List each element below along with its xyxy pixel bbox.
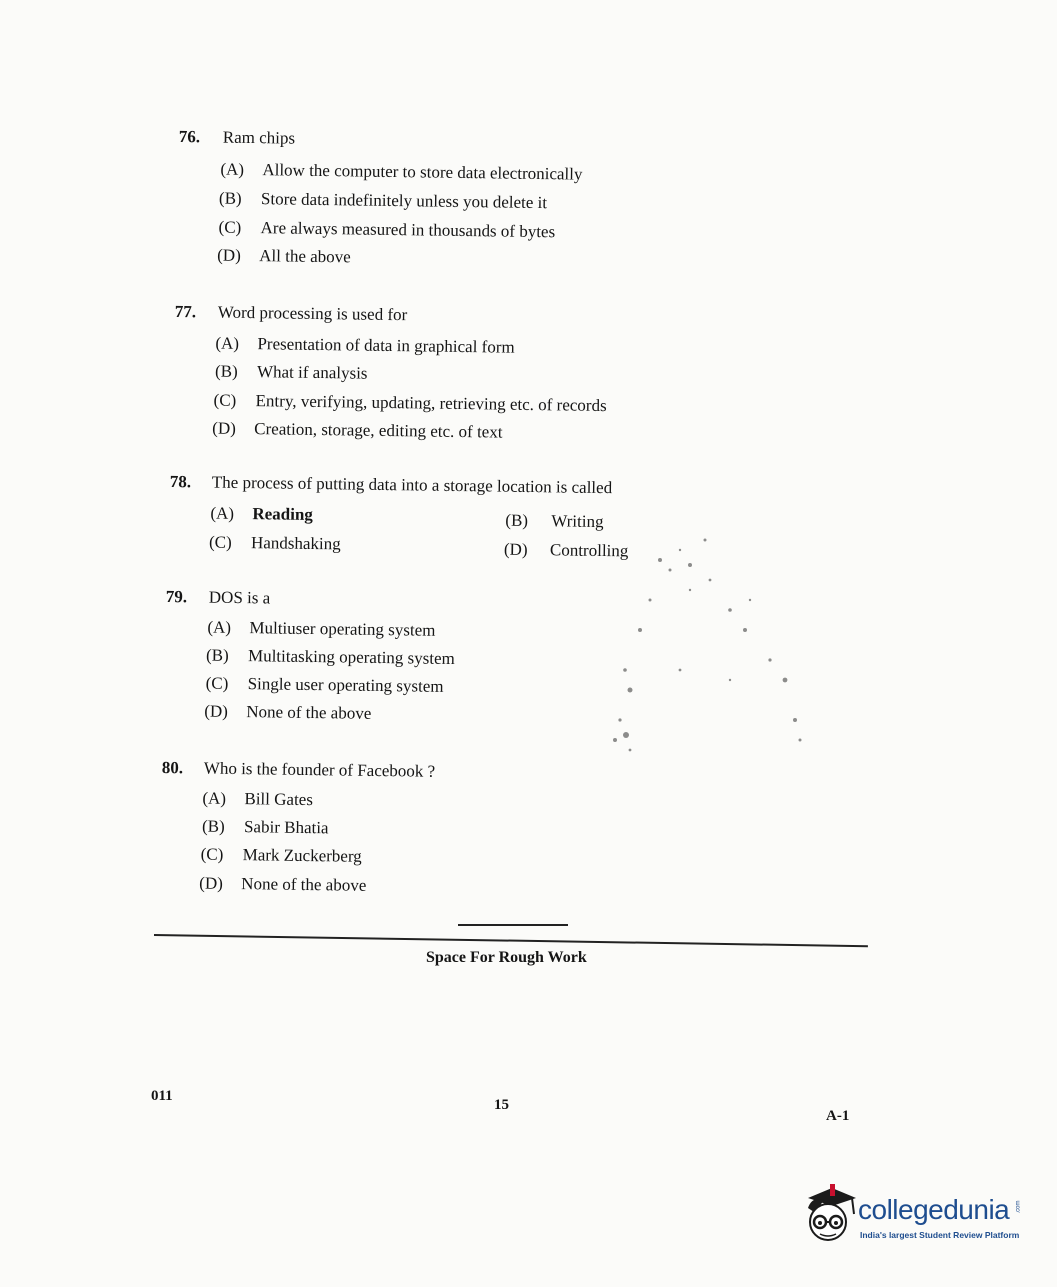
question-number: 76. (178, 127, 201, 147)
option-text: None of the above (246, 702, 372, 723)
question-text: The process of putting data into a storage location is called (211, 472, 613, 498)
option-letter: (D) (204, 701, 229, 721)
option-letter: (B) (214, 361, 238, 381)
option-text: Mark Zuckerberg (242, 845, 362, 866)
option-letter: (A) (207, 617, 232, 637)
option-text: Writing (551, 511, 604, 532)
booklet-code: 011 (151, 1088, 173, 1104)
option-letter: (D) (199, 873, 223, 893)
option-letter: (A) (210, 503, 235, 523)
option-letter: (B) (201, 816, 225, 836)
option-letter: (C) (213, 390, 237, 410)
option-letter: (A) (215, 333, 240, 353)
option-letter: (D) (212, 418, 236, 438)
question-text: Who is the founder of Facebook ? (203, 758, 436, 781)
option-text: Store data indefinitely unless you delete it (260, 189, 548, 213)
page-number: 15 (494, 1097, 509, 1113)
divider-short (458, 924, 568, 926)
question-number: 80. (161, 758, 184, 778)
option-text: Presentation of data in graphical form (257, 334, 515, 357)
option-text: All the above (259, 246, 351, 267)
option-letter: (C) (200, 844, 224, 864)
option-letter: (B) (505, 510, 529, 531)
option-text: Handshaking (250, 533, 341, 554)
scan-smudge (530, 480, 850, 800)
question-number: 77. (174, 302, 197, 322)
brand-domain: .com (1015, 1200, 1022, 1214)
divider-long (154, 934, 868, 947)
option-letter: (D) (217, 245, 241, 265)
option-text: Are always measured in thousands of bytes (260, 218, 556, 242)
question-text: Ram chips (222, 127, 296, 148)
option-letter: (C) (218, 217, 242, 237)
mascot-icon (800, 1182, 860, 1252)
brand-tagline: India's largest Student Review Platform (860, 1230, 1020, 1240)
option-text: Controlling (549, 540, 629, 561)
option-text: Bill Gates (244, 789, 314, 810)
collegedunia-logo (800, 1182, 1030, 1252)
set-label: A-1 (826, 1108, 850, 1124)
question-number: 79. (165, 587, 188, 607)
option-letter: (B) (205, 645, 229, 665)
option-text: Entry, verifying, updating, retrieving etc. of records (255, 391, 607, 416)
option-letter: (B) (218, 188, 242, 208)
option-text: Multiuser operating system (249, 618, 436, 640)
option-text: Single user operating system (247, 674, 444, 696)
option-letter: (C) (208, 532, 232, 552)
option-text: Multitasking operating system (247, 646, 455, 669)
brand-name: collegedunia (858, 1194, 1010, 1225)
option-text: Allow the computer to store data electronically (262, 160, 583, 184)
option-text: Creation, storage, editing etc. of text (254, 419, 503, 442)
rough-work-label: Space For Rough Work (426, 949, 587, 966)
question-number: 78. (169, 472, 192, 492)
option-letter: (C) (205, 673, 229, 693)
question-text: Word processing is used for (217, 302, 408, 325)
question-text: DOS is a (208, 587, 271, 608)
option-text: None of the above (241, 874, 367, 895)
option-letter: (A) (202, 788, 227, 808)
option-text: What if analysis (256, 362, 368, 383)
option-text: Reading (252, 504, 314, 524)
option-letter: (A) (220, 159, 245, 179)
option-text: Sabir Bhatia (243, 817, 329, 838)
option-letter: (D) (503, 539, 528, 559)
